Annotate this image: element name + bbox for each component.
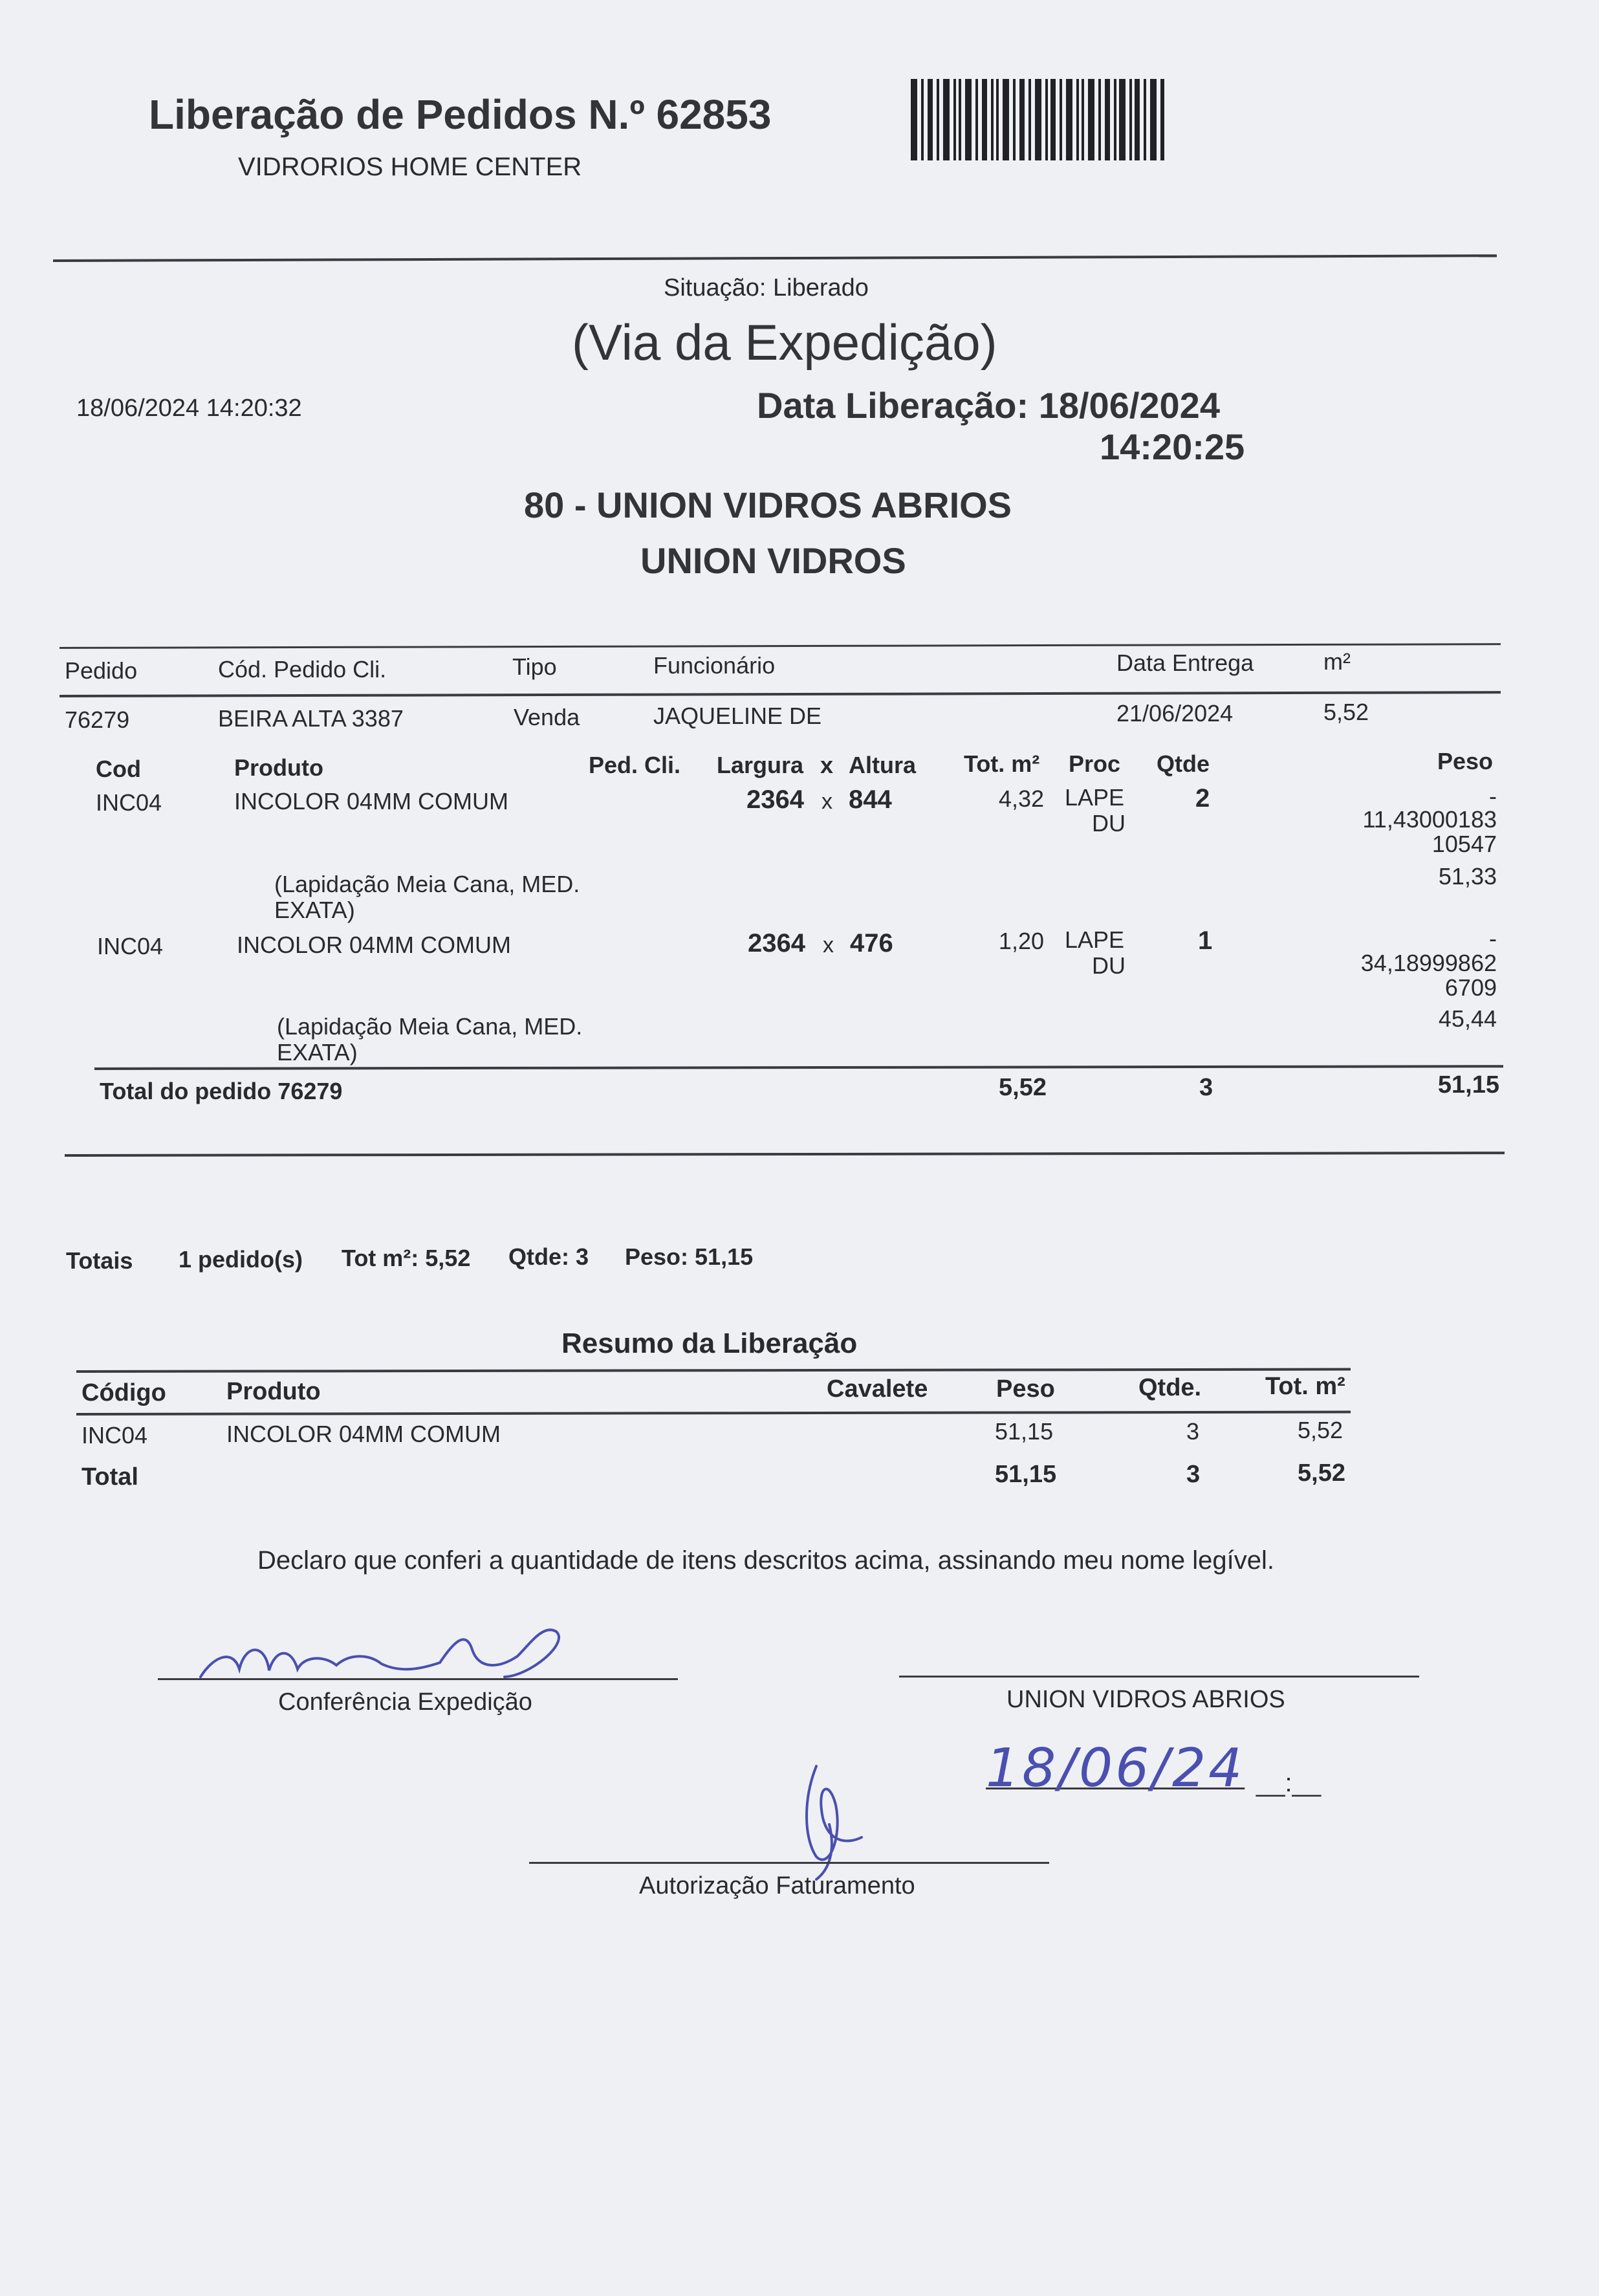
item-obs-line2: EXATA) [274,897,355,923]
col-header-tipo: Tipo [512,653,557,680]
item-header-qtde: Qtde [1157,750,1210,777]
totais-label: Totais [66,1247,133,1274]
item-altura: 476 [850,929,893,957]
item-tot-m2: 1,20 [998,928,1044,954]
resumo-tot-m2: 5,52 [1298,1417,1343,1443]
item-peso-line2: 6709 [1444,974,1497,1001]
item-header-x: x [820,752,834,778]
col-header-funcionario: Funcionário [653,652,776,679]
total-pedido-peso: 51,15 [1437,1071,1499,1099]
resumo-total-peso: 51,15 [995,1461,1057,1488]
resumo-total-qtde: 3 [1186,1461,1201,1488]
item-produto: INCOLOR 04MM COMUM [234,788,509,815]
item-cod: INC04 [96,789,162,816]
cod-pedido-cli: BEIRA ALTA 3387 [218,705,404,732]
item-header-cod: Cod [96,756,141,782]
item-largura: 2364 [748,929,805,957]
item-peso-line1: 34,18999862 [1360,950,1497,976]
item-cod: INC04 [97,933,164,959]
item-header-ped-cli: Ped. Cli. [589,752,681,778]
totais-pedidos: 1 pedido(s) [179,1246,303,1273]
item-peso-dash: - [1489,783,1497,809]
item-obs-line1: (Lapidação Meia Cana, MED. [277,1013,583,1040]
conferencia-label: Conferência Expedição [278,1689,532,1716]
pedidos-end-rule [65,1152,1505,1157]
item-header-altura: Altura [849,752,917,778]
item-header-produto: Produto [234,754,323,781]
hora-liberacao: 14:20:25 [1100,426,1245,467]
item-header-largura: Largura [717,752,804,778]
funcionario-value: JAQUELINE DE [653,703,822,729]
resumo-qtde: 3 [1186,1418,1200,1445]
cliente-label: UNION VIDROS ABRIOS [1006,1686,1285,1713]
col-header-cod-pedido-cli: Cód. Pedido Cli. [218,656,387,683]
declaration-text: Declaro que conferi a quantidade de itens descritos acima, assinando meu nome legível. [257,1546,1275,1575]
handwritten-date: 18/06/24 [986,1738,1245,1799]
item-qtde: 2 [1195,784,1210,813]
item-peso-line2: 10547 [1431,831,1497,857]
col-header-data-entrega: Data Entrega [1116,650,1254,676]
autorizacao-label: Autorização Faturamento [639,1872,915,1899]
total-pedido-label: Total do pedido 76279 [100,1078,343,1104]
item-peso-line1: 11,43000183 [1362,806,1497,833]
item-header-peso: Peso [1437,748,1494,774]
item-altura: 844 [849,785,892,814]
item-proc-line1: LAPE [1065,784,1125,811]
total-pedido-m2: 5,52 [999,1074,1047,1101]
item-peso-line3: 51,33 [1438,863,1497,890]
client-name: 80 - UNION VIDROS ABRIOS [524,485,1012,525]
resumo-total-tot-m2: 5,52 [1298,1460,1345,1487]
item-x: x [823,933,834,957]
resumo-total-label: Total [82,1463,138,1491]
item-peso-line3: 45,44 [1438,1005,1497,1032]
resumo-title: Resumo da Liberação [561,1328,858,1359]
resumo-header-rule [76,1411,1351,1416]
item-largura: 2364 [746,785,804,814]
item-qtde: 1 [1198,926,1213,955]
resumo-top-rule [76,1368,1351,1373]
resumo-header-codigo: Código [82,1379,166,1406]
resumo-peso: 51,15 [995,1418,1054,1445]
item-proc-line2: DU [1092,810,1126,836]
client-short-name: UNION VIDROS [640,540,906,581]
situacao-label: Situação: Liberado [664,274,869,301]
tipo-value: Venda [514,704,580,730]
item-obs-line2: EXATA) [277,1039,358,1066]
totais-qtde: Qtde: 3 [508,1243,589,1270]
resumo-header-peso: Peso [996,1375,1055,1403]
data-entrega-value: 21/06/2024 [1116,700,1234,727]
pedido-table-header-rule [60,691,1501,697]
item-x: x [821,789,832,814]
item-header-proc: Proc [1069,750,1121,777]
m2-value: 5,52 [1323,699,1369,725]
resumo-header-qtde: Qtde. [1138,1374,1202,1401]
item-proc-line1: LAPE [1065,926,1125,953]
resumo-produto: INCOLOR 04MM COMUM [226,1421,501,1447]
via-label: (Via da Expedição) [572,314,997,371]
resumo-codigo: INC04 [82,1422,148,1449]
header-divider [53,254,1497,262]
printed-datetime: 18/06/2024 14:20:32 [76,395,302,422]
autorizacao-signature [790,1760,868,1883]
autorizacao-signature-line [529,1862,1049,1864]
resumo-header-cavalete: Cavalete [827,1375,928,1403]
company-name: VIDRORIOS HOME CENTER [238,153,582,181]
item-header-tot-m2: Tot. m² [964,750,1040,777]
resumo-header-produto: Produto [226,1378,321,1405]
totais-peso: Peso: 51,15 [625,1243,754,1270]
item-produto: INCOLOR 04MM COMUM [237,932,512,958]
data-liberacao: Data Liberação: 18/06/2024 [757,385,1220,426]
pedido-number: 76279 [65,706,130,733]
total-pedido-qtde: 3 [1199,1074,1213,1101]
item-peso-dash: - [1489,925,1497,952]
barcode [911,79,1164,160]
col-header-m2: m² [1323,648,1351,675]
resumo-header-tot-m2: Tot. m² [1265,1373,1345,1400]
item-tot-m2: 4,32 [998,785,1044,812]
conferencia-signature-line [158,1678,678,1680]
col-header-pedido: Pedido [65,657,138,684]
document-title: Liberação de Pedidos N.º 62853 [149,91,772,138]
pedido-table-top-rule [60,643,1501,649]
cliente-signature-line [899,1676,1419,1678]
totais-m2: Tot m²: 5,52 [342,1245,471,1271]
item-proc-line2: DU [1092,952,1126,979]
item-obs-line1: (Lapidação Meia Cana, MED. [274,871,580,897]
time-placeholder: __:__ [1256,1769,1322,1797]
